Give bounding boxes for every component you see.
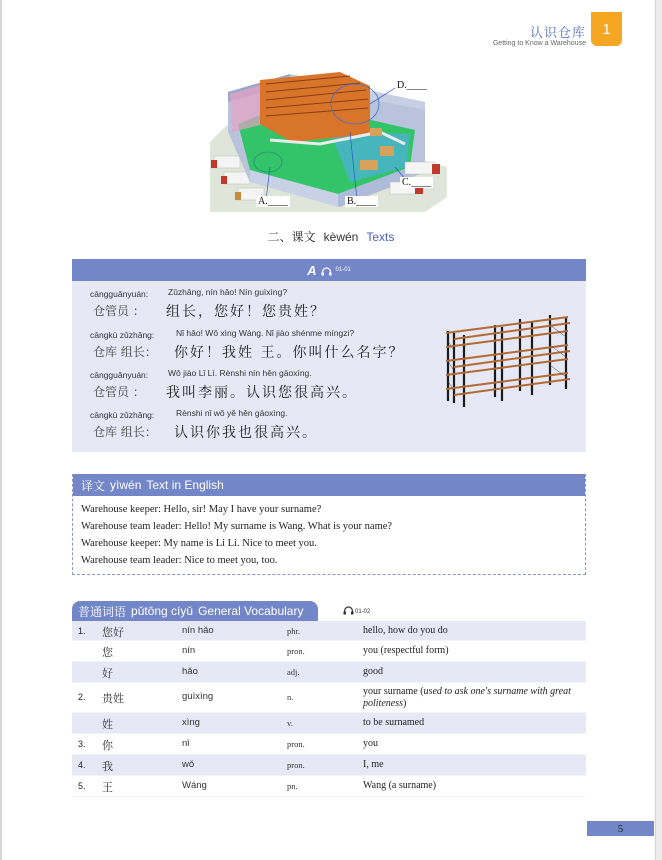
label-a: A.____ <box>258 196 288 207</box>
table-row <box>72 734 586 755</box>
word-pinyin: nín <box>182 645 196 656</box>
warehouse-image <box>210 72 447 212</box>
word-pinyin: xìng <box>182 717 200 728</box>
speaker-cn: 仓管员 ： <box>93 304 145 318</box>
dialogue-box <box>72 259 586 452</box>
word-pinyin: wǒ <box>182 759 195 770</box>
speaker-pinyin: cāngguǎnyuán: <box>90 370 149 380</box>
scrollbar[interactable] <box>655 0 662 860</box>
part-of-speech: phr. <box>287 626 300 636</box>
word-cn: 王 <box>102 781 113 794</box>
translation-line: Warehouse keeper: My name is Li Li. Nice to meet you. <box>81 538 317 549</box>
word-cn: 我 <box>102 760 113 773</box>
row-number: 2. <box>78 692 86 702</box>
text-cn: 认识你我也很高兴。 <box>174 425 318 441</box>
speaker-cn: 仓库 组长： <box>93 345 157 359</box>
label-b: B.____ <box>347 196 377 207</box>
chapter-title-cn: 认识仓库 <box>529 26 586 41</box>
translation-line: Warehouse team leader: Nice to meet you, too. <box>81 555 278 566</box>
definition: to be surnamed <box>363 717 425 728</box>
headphones-icon[interactable] <box>321 261 332 280</box>
word-pinyin: nǐ <box>182 738 190 749</box>
translation-title-cn: 译文 <box>81 478 106 493</box>
table-row <box>72 683 586 713</box>
row-number: 4. <box>78 760 86 770</box>
word-pinyin: guìxìng <box>182 691 214 702</box>
chapter-title-en: Getting to Know a Warehouse <box>492 40 586 47</box>
definition-note: used to ask one's surname with great politeness <box>363 686 571 709</box>
text-cn: 你好！我姓 王。你叫什么名字？ <box>174 345 405 361</box>
definition-main: your surname ( <box>363 686 424 697</box>
word-cn: 您好 <box>102 626 124 639</box>
section-title-en: Texts <box>366 230 395 244</box>
warehouse-illustration <box>210 72 447 212</box>
row-number: 5. <box>78 781 86 791</box>
text-pinyin: Nǐ hǎo! Wǒ xìng Wáng. Nǐ jiào shénme míngzi? <box>176 328 355 338</box>
table-row <box>72 621 586 641</box>
dialogue-header <box>72 259 586 281</box>
part-of-speech: pron. <box>287 739 305 749</box>
word-cn: 姓 <box>102 718 113 731</box>
table-row <box>72 776 586 797</box>
section-title <box>0 228 662 245</box>
definition: Wang (a surname) <box>363 780 437 791</box>
table-row <box>72 755 586 776</box>
vocabulary-title-pinyin: pǔtōng cíyǔ <box>131 604 194 618</box>
row-number: 3. <box>78 739 86 749</box>
headphones-icon[interactable] <box>343 606 354 617</box>
table-row <box>72 662 586 683</box>
word-cn: 你 <box>102 739 113 752</box>
pallet-rack-image <box>440 311 578 413</box>
part-of-speech: pn. <box>287 781 298 791</box>
table-row <box>72 641 586 662</box>
text-pinyin: Zǔzhǎng, nín hǎo! Nín guìxìng? <box>168 287 288 297</box>
page-number: 5 <box>587 821 654 836</box>
text-cn: 组长，您好！您贵姓？ <box>166 304 326 320</box>
text-pinyin: Rènshi nǐ wǒ yě hěn gāoxìng. <box>176 408 288 418</box>
speaker-cn: 仓管员 ： <box>93 385 145 399</box>
section-title-pinyin: kèwén <box>323 230 359 244</box>
speaker-cn: 仓库 组长： <box>93 425 157 439</box>
definition: hello, how do you do <box>363 625 448 636</box>
word-pinyin: hǎo <box>182 666 198 677</box>
speaker-pinyin: cāngguǎnyuán: <box>90 289 149 299</box>
audio-track-number: 01-01 <box>335 267 351 273</box>
label-d: D.____ <box>397 80 427 91</box>
definition: you <box>363 738 378 749</box>
translation-box <box>72 474 586 575</box>
definition-end: ) <box>403 698 407 709</box>
page-edge <box>0 0 2 860</box>
audio-track-number: 01-02 <box>355 608 371 615</box>
translation-title-pinyin: yìwén <box>110 478 142 492</box>
word-cn: 贵姓 <box>102 692 124 705</box>
translation-header <box>73 474 585 496</box>
chapter-number-tab: 1 <box>591 12 622 46</box>
part-of-speech: v. <box>287 718 293 728</box>
label-c: C.____ <box>402 177 432 188</box>
translation-title-en: Text in English <box>146 478 224 492</box>
vocabulary-table <box>72 621 586 797</box>
definition: I, me <box>363 759 384 770</box>
translation-line: Warehouse team leader: Hello! My surname is Wang. What is your name? <box>81 521 393 532</box>
word-pinyin: nín hǎo <box>182 625 214 636</box>
vocabulary-audio[interactable] <box>343 606 370 617</box>
section-title-cn: 二、课文 <box>267 230 316 244</box>
vocabulary-title-en: General Vocabulary <box>198 604 304 618</box>
part-of-speech: pron. <box>287 760 305 770</box>
text-pinyin: Wǒ jiào Lǐ Lì. Rènshi nín hěn gāoxìng. <box>168 368 312 378</box>
part-of-speech: n. <box>287 692 294 702</box>
part-of-speech: pron. <box>287 646 305 656</box>
word-cn: 您 <box>102 646 113 659</box>
translation-line: Warehouse keeper: Hello, sir! May I have your surname? <box>81 504 322 515</box>
definition <box>363 686 583 710</box>
row-number: 1. <box>78 626 86 636</box>
speaker-pinyin: cāngkù zǔzhǎng: <box>90 410 155 420</box>
table-row <box>72 713 586 734</box>
part-of-speech: adj. <box>287 667 300 677</box>
text-cn: 我叫李丽。认识您很高兴。 <box>166 385 358 401</box>
definition: you (respectful form) <box>363 645 449 656</box>
definition: good <box>363 666 383 677</box>
word-pinyin: Wáng <box>182 780 207 791</box>
vocabulary-title-cn: 普通词语 <box>78 604 127 619</box>
dialogue-letter: A <box>307 262 317 278</box>
word-cn: 好 <box>102 667 113 680</box>
vocabulary-header <box>72 601 318 621</box>
speaker-pinyin: cāngkù zǔzhǎng: <box>90 330 155 340</box>
